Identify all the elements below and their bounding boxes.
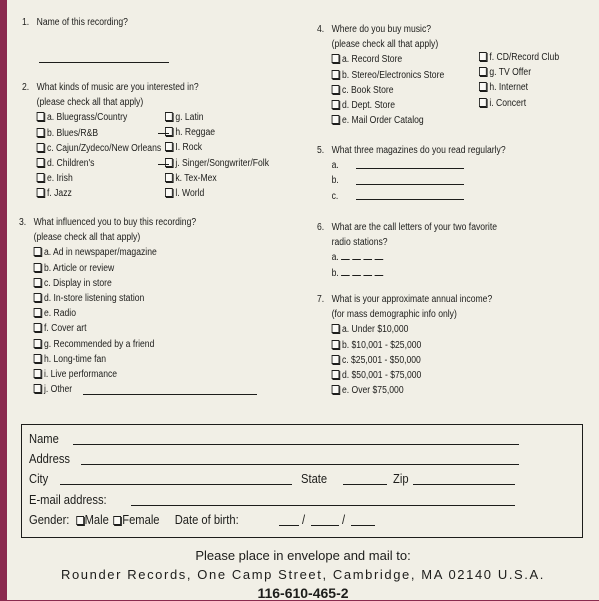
email-label: E-mail address: [29,492,107,507]
question-text: What influenced you to buy this recording? [33,217,197,228]
checkbox-option[interactable]: c. Display in store [19,276,196,291]
checkbox-option[interactable]: g. TV Offer [479,65,559,80]
checkbox-option[interactable]: h. Internet [479,80,559,95]
checkbox-option[interactable]: a. Bluegrass/Country [22,110,199,125]
question-3 [19,215,196,397]
question-number: 2. [22,82,30,93]
question-number: 3. [19,217,27,228]
name-label: Name [29,431,59,446]
question-7 [317,292,492,398]
checkbox-icon[interactable] [165,188,173,197]
name-field[interactable] [73,444,519,445]
checkbox-option[interactable]: e. Over $75,000 [317,383,492,398]
checkbox-icon[interactable] [165,173,173,182]
checkbox-icon[interactable] [37,188,45,197]
question-5 [317,143,506,204]
checkbox-icon[interactable] [479,67,487,76]
question-1 [22,15,128,30]
female-checkbox[interactable] [114,516,122,525]
checkbox-icon[interactable] [332,385,340,394]
checkbox-option[interactable]: d. In-store listening station [19,291,196,306]
checkbox-icon[interactable] [34,354,42,363]
magazine-line[interactable] [356,184,464,185]
checkbox-icon[interactable] [37,112,45,121]
checkbox-option[interactable]: d. Children's [22,156,199,171]
checkbox-option[interactable]: g. Recommended by a friend [19,337,196,352]
catalog-number: 116-610-465-2 [257,585,349,601]
mailing-instructions: Please place in envelope and mail to: [195,548,411,563]
question-number: 4. [317,24,325,35]
checkbox-icon[interactable] [332,85,340,94]
question-text: What kinds of music are you interested in? [36,82,199,93]
magazine-field[interactable]: c. [331,190,339,202]
question-number: 6. [317,222,325,233]
checkbox-icon[interactable] [332,370,340,379]
zip-label: Zip [393,471,409,486]
question-text: What three magazines do you read regularly? [331,145,506,156]
checkbox-option[interactable]: j. Other [19,382,196,397]
question-4-column-2 [479,50,559,111]
dob-year-field[interactable] [351,525,375,526]
checkbox-option[interactable]: d. $50,001 - $75,000 [317,368,492,383]
zip-field[interactable] [413,484,515,485]
city-label: City [29,471,49,486]
checkbox-option[interactable]: f. Cover art [19,321,196,336]
question-text: Where do you buy music? [331,24,432,35]
checkbox-icon[interactable] [34,263,42,272]
checkbox-icon[interactable] [332,115,340,124]
male-label: Male [84,512,109,527]
checkbox-option[interactable]: h. Reggae [165,125,269,140]
checkbox-icon[interactable] [332,340,340,349]
checkbox-icon[interactable] [332,355,340,364]
magazine-line[interactable] [356,199,464,200]
mailing-address: Rounder Records, One Camp Street, Cambridge, MA 02140 U.S.A. [60,567,546,582]
checkbox-icon[interactable] [332,324,340,333]
question-number: 7. [317,294,325,305]
dob-label: Date of birth: [174,512,239,527]
checkbox-icon[interactable] [332,54,340,63]
checkbox-icon[interactable] [165,127,173,136]
checkbox-icon[interactable] [479,82,487,91]
question-4 [317,22,444,128]
checkbox-option[interactable]: f. CD/Record Club [479,50,559,65]
question-instructions: radio stations? [331,237,388,249]
gender-label: Gender: [29,512,70,527]
checkbox-option[interactable]: c. Book Store [317,83,444,98]
checkbox-icon[interactable] [34,278,42,287]
checkbox-option[interactable]: g. Latin [165,110,269,125]
checkbox-option[interactable]: b. $10,001 - $25,000 [317,338,492,353]
checkbox-option[interactable]: j. Singer/Songwriter/Folk [165,156,269,171]
checkbox-option[interactable]: f. Jazz [22,186,199,201]
address-label: Address [29,451,71,466]
checkbox-icon[interactable] [34,247,42,256]
gender-row [29,512,239,527]
checkbox-option[interactable]: e. Radio [19,306,196,321]
date-separator: / [302,512,306,527]
question-instructions: (please check all that apply) [331,39,439,51]
checkbox-icon[interactable] [479,98,487,107]
question-number: 5. [317,145,325,156]
checkbox-icon[interactable] [479,52,487,61]
question-text: What is your approximate annual income? [331,294,493,305]
checkbox-icon[interactable] [165,142,173,151]
checkbox-icon[interactable] [34,369,42,378]
checkbox-option[interactable]: i. Live performance [19,367,196,382]
checkbox-option[interactable]: a. Ad in newspaper/magazine [19,245,196,260]
question-number: 1. [22,17,30,28]
checkbox-icon[interactable] [332,100,340,109]
checkbox-option[interactable]: e. Mail Order Catalog [317,113,444,128]
checkbox-option[interactable]: d. Dept. Store [317,98,444,113]
checkbox-icon[interactable] [165,158,173,167]
date-separator: / [342,512,346,527]
checkbox-option[interactable]: b. Blues/R&B [22,126,199,141]
checkbox-option[interactable]: k. Tex-Mex [165,171,269,186]
state-label: State [301,471,328,486]
checkbox-option[interactable]: e. Irish [22,171,199,186]
checkbox-icon[interactable] [34,293,42,302]
magazine-field[interactable]: a. [331,160,339,172]
question-instructions: (please check all that apply) [36,97,144,109]
checkbox-option[interactable]: b. Article or review [19,261,196,276]
checkbox-icon[interactable] [165,112,173,121]
question-instructions: (please check all that apply) [33,232,141,244]
dash-mark [158,164,169,165]
male-checkbox[interactable] [76,516,84,525]
checkbox-icon[interactable] [37,128,45,137]
checkbox-option[interactable]: c. $25,001 - $50,000 [317,353,492,368]
survey-card [7,0,599,600]
question-6 [317,220,497,281]
checkbox-icon[interactable] [332,70,340,79]
radio-station-field[interactable]: b. [317,266,497,281]
address-field[interactable] [81,464,519,465]
dash-mark [158,133,169,134]
checkbox-option[interactable]: h. Long-time fan [19,352,196,367]
dob-day-field[interactable] [311,525,339,526]
checkbox-option[interactable]: c. Cajun/Zydeco/New Orleans [22,141,199,156]
state-field[interactable] [343,484,387,485]
checkbox-option[interactable]: a. Record Store [317,52,444,67]
checkbox-icon[interactable] [37,158,45,167]
checkbox-icon[interactable] [34,339,42,348]
checkbox-option[interactable]: i. Concert [479,96,559,111]
email-field[interactable] [131,505,515,506]
checkbox-option[interactable]: l. World [165,186,269,201]
question-text: What are the call letters of your two favorite [331,222,498,233]
question-instructions: (for mass demographic info only) [331,309,457,321]
city-field[interactable] [60,484,292,485]
question-text: Name of this recording? [36,17,128,28]
magazine-field[interactable]: b. [331,175,339,187]
checkbox-icon[interactable] [34,308,42,317]
radio-station-field[interactable]: a. [317,250,497,265]
recording-name-line[interactable] [39,62,169,63]
checkbox-icon[interactable] [34,323,42,332]
checkbox-option[interactable]: I. Rock [165,140,269,155]
female-label: Female [122,512,160,527]
checkbox-option[interactable]: a. Under $10,000 [317,322,492,337]
checkbox-icon[interactable] [37,143,45,152]
other-input-line[interactable] [83,394,257,395]
magazine-line[interactable] [356,168,464,169]
dob-month-field[interactable] [279,525,299,526]
question-2-column-2 [165,110,269,201]
checkbox-icon[interactable] [37,173,45,182]
checkbox-icon[interactable] [34,384,42,393]
checkbox-option[interactable]: b. Stereo/Electronics Store [317,68,444,83]
